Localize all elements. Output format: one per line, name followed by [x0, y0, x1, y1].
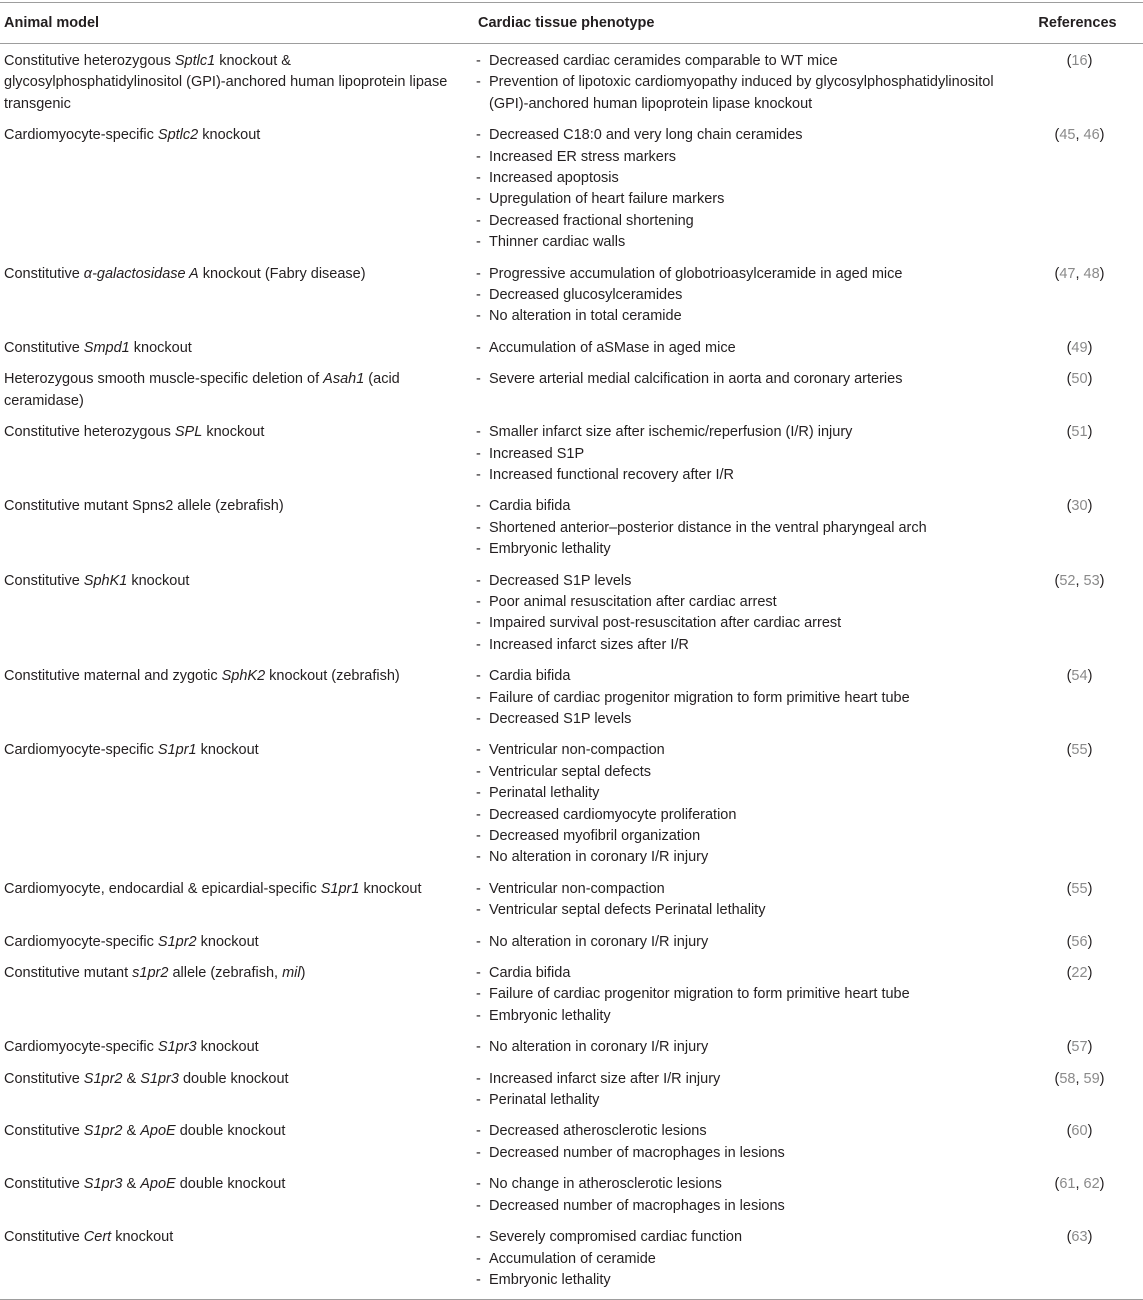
- reference-link[interactable]: 52: [1059, 572, 1076, 589]
- table-row: [0, 956, 1143, 1030]
- references-cell: (22): [1066, 965, 1093, 982]
- references-cell: (16): [1066, 53, 1093, 69]
- phenotype-cell: [474, 659, 1020, 733]
- table-body: [0, 44, 1143, 1300]
- phenotype-item: - Decreased C18:0 and very long chain ceramides: [476, 125, 1016, 146]
- animal-model-cell: [0, 1167, 474, 1220]
- phenotype-item: - Increased S1P: [476, 444, 1016, 465]
- header-row: [0, 3, 1143, 44]
- model-text: knockout: [111, 1229, 174, 1246]
- references-cell: (50): [1066, 371, 1093, 388]
- reference-link[interactable]: 54: [1071, 668, 1088, 685]
- references-cell: (49): [1066, 339, 1093, 356]
- model-text: knockout: [196, 742, 259, 759]
- gene-name: ApoE: [140, 1123, 176, 1140]
- references-cell: (54): [1066, 668, 1093, 685]
- gene-name: α-galactosidase A: [83, 265, 199, 282]
- model-text: &: [122, 1123, 141, 1140]
- reference-link[interactable]: 55: [1071, 880, 1088, 897]
- model-text: knockout: [129, 339, 192, 356]
- model-text: Cardiomyocyte-specific: [4, 127, 158, 144]
- phenotype-item: - Decreased S1P levels: [476, 571, 1016, 592]
- reference-link[interactable]: 50: [1071, 371, 1088, 388]
- table-row: [0, 44, 1143, 119]
- animal-model-cell: [0, 362, 474, 415]
- model-text: knockout: [196, 1039, 259, 1056]
- table-row: [0, 733, 1143, 871]
- phenotype-item: - Increased infarct size after I/R injury: [476, 1069, 1016, 1090]
- reference-link[interactable]: 16: [1071, 53, 1088, 69]
- phenotype-list: [476, 125, 1016, 253]
- phenotype-cell: [474, 362, 1020, 415]
- gene-name: ApoE: [140, 1176, 176, 1193]
- reference-link[interactable]: 60: [1071, 1123, 1088, 1140]
- references-cell: (57): [1066, 1039, 1093, 1056]
- references-cell: (47, 48): [1054, 265, 1105, 282]
- model-text: Constitutive: [4, 572, 84, 589]
- phenotype-item: - Increased functional recovery after I/R: [476, 465, 1016, 486]
- references-cell: (51): [1066, 424, 1093, 441]
- gene-name: S1pr2: [157, 933, 197, 950]
- model-text: Constitutive heterozygous: [4, 424, 175, 441]
- phenotype-cell: [474, 956, 1020, 1030]
- reference-link[interactable]: 56: [1071, 933, 1088, 950]
- phenotype-list: [476, 932, 1016, 953]
- phenotype-item: - Decreased myofibril organization: [476, 826, 1016, 847]
- phenotype-cell: [474, 925, 1020, 956]
- phenotype-cell: [474, 564, 1020, 660]
- phenotype-item: - Progressive accumulation of globotrioasylceramide in aged mice: [476, 264, 1016, 285]
- phenotype-list: [476, 1174, 1016, 1217]
- gene-name: SPL: [174, 424, 203, 441]
- phenotype-cell: [474, 1114, 1020, 1167]
- gene-name: Smpd1: [83, 339, 130, 356]
- phenotype-item: - No alteration in coronary I/R injury: [476, 932, 1016, 953]
- phenotype-cell: [474, 1062, 1020, 1115]
- gene-name: S1pr2: [83, 1123, 123, 1140]
- gene-name: Asah1: [323, 371, 365, 388]
- table-row: [0, 1167, 1143, 1220]
- table-row: [0, 1220, 1143, 1300]
- model-text: Constitutive mutant: [4, 965, 133, 982]
- phenotype-item: - Ventricular non-compaction: [476, 740, 1016, 761]
- animal-model-cell: [0, 44, 474, 119]
- table-row: [0, 1114, 1143, 1167]
- phenotype-item: - Shortened anterior–posterior distance in the ventral pharyngeal arch: [476, 518, 1016, 539]
- phenotype-list: [476, 963, 1016, 1027]
- animal-model-cell: [0, 925, 474, 956]
- references-cell: (58, 59): [1054, 1070, 1105, 1087]
- phenotype-cell: [474, 489, 1020, 563]
- phenotype-item: - Cardia bifida: [476, 666, 1016, 687]
- phenotype-item: - Ventricular septal defects: [476, 762, 1016, 783]
- phenotype-list: [476, 338, 1016, 359]
- phenotype-item: - Decreased cardiomyocyte proliferation: [476, 805, 1016, 826]
- reference-link[interactable]: 63: [1071, 1229, 1088, 1246]
- reference-link[interactable]: 61: [1059, 1176, 1076, 1193]
- phenotype-item: - Thinner cardiac walls: [476, 232, 1016, 253]
- phenotype-list: [476, 496, 1016, 560]
- table-row: [0, 489, 1143, 563]
- references-cell: (45, 46): [1054, 127, 1105, 144]
- phenotype-list: [476, 1121, 1016, 1164]
- phenotype-list: [476, 264, 1016, 328]
- model-text: knockout (zebrafish): [265, 668, 400, 685]
- phenotype-item: - Decreased cardiac ceramides comparable to WT mice: [476, 51, 1016, 72]
- model-text: &: [122, 1070, 141, 1087]
- model-text: double knockout: [175, 1176, 286, 1193]
- model-text: Cardiomyocyte-specific: [4, 1039, 158, 1056]
- model-text: Constitutive: [4, 1229, 84, 1246]
- gene-name: Sptlc2: [157, 127, 199, 144]
- model-text: Cardiomyocyte-specific: [4, 933, 158, 950]
- phenotype-item: - Embryonic lethality: [476, 1006, 1016, 1027]
- reference-link[interactable]: 57: [1071, 1039, 1088, 1056]
- references-cell: (30): [1066, 498, 1093, 515]
- reference-link[interactable]: 62: [1083, 1176, 1100, 1193]
- phenotype-cell: [474, 1030, 1020, 1061]
- model-text: (acid ceramidase): [4, 371, 400, 409]
- phenotype-item: - Accumulation of ceramide: [476, 1249, 1016, 1270]
- gene-name: Cert: [83, 1229, 112, 1246]
- model-text: knockout: [196, 933, 259, 950]
- phenotype-item: - Smaller infarct size after ischemic/reperfusion (I/R) injury: [476, 422, 1016, 443]
- phenotype-item: - Cardia bifida: [476, 496, 1016, 517]
- phenotype-item: - Severely compromised cardiac function: [476, 1227, 1016, 1248]
- references-cell: (60): [1066, 1123, 1093, 1140]
- gene-name: Sptlc1: [174, 53, 216, 69]
- phenotype-cell: [474, 872, 1020, 925]
- phenotype-item: - Failure of cardiac progenitor migration to form primitive heart tube: [476, 688, 1016, 709]
- table-row: [0, 872, 1143, 925]
- animal-model-table: [0, 2, 1143, 1300]
- phenotype-item: - No alteration in total ceramide: [476, 306, 1016, 327]
- model-text: Constitutive: [4, 265, 84, 282]
- reference-link[interactable]: 46: [1083, 127, 1100, 144]
- phenotype-item: - Severe arterial medial calcification in aorta and coronary arteries: [476, 369, 1016, 390]
- animal-model-cell: [0, 1220, 474, 1300]
- table-row: [0, 118, 1143, 256]
- model-text: Constitutive: [4, 339, 84, 356]
- phenotype-list: [476, 51, 1016, 115]
- phenotype-cell: [474, 118, 1020, 256]
- gene-name: S1pr1: [157, 742, 197, 759]
- phenotype-item: - Perinatal lethality: [476, 1090, 1016, 1111]
- phenotype-list: [476, 879, 1016, 922]
- reference-link[interactable]: 55: [1071, 742, 1088, 759]
- reference-link[interactable]: 22: [1071, 965, 1088, 982]
- animal-model-cell: [0, 733, 474, 871]
- header-animal-model: Animal model: [0, 3, 474, 44]
- phenotype-list: [476, 666, 1016, 730]
- phenotype-item: - Increased apoptosis: [476, 168, 1016, 189]
- model-text: Constitutive: [4, 1123, 84, 1140]
- phenotype-list: [476, 1069, 1016, 1112]
- animal-model-cell: [0, 659, 474, 733]
- model-text: ): [300, 965, 306, 982]
- phenotype-item: - Upregulation of heart failure markers: [476, 189, 1016, 210]
- animal-model-cell: [0, 1062, 474, 1115]
- reference-link[interactable]: 58: [1059, 1070, 1076, 1087]
- gene-name: SphK1: [83, 572, 128, 589]
- phenotype-item: - Increased infarct sizes after I/R: [476, 635, 1016, 656]
- phenotype-list: [476, 1037, 1016, 1058]
- phenotype-cell: [474, 44, 1020, 119]
- animal-model-cell: [0, 118, 474, 256]
- model-text: knockout: [198, 127, 261, 144]
- animal-model-cell: [0, 331, 474, 362]
- animal-model-cell: [0, 564, 474, 660]
- table-row: [0, 925, 1143, 956]
- phenotype-list: [476, 740, 1016, 868]
- gene-name: S1pr3: [140, 1070, 179, 1087]
- reference-link[interactable]: 30: [1071, 498, 1088, 515]
- references-cell: (52, 53): [1054, 572, 1105, 589]
- reference-link[interactable]: 51: [1071, 424, 1088, 441]
- model-text: &: [122, 1176, 141, 1193]
- animal-model-cell: [0, 872, 474, 925]
- phenotype-item: - Ventricular septal defects Perinatal lethality: [476, 900, 1016, 921]
- model-text: Constitutive mutant Spns2 allele (zebrafish): [4, 498, 284, 515]
- header-references: References: [1020, 3, 1143, 44]
- model-text: knockout (Fabry disease): [198, 265, 366, 282]
- gene-name: mil: [282, 965, 301, 982]
- table-row: [0, 362, 1143, 415]
- table-row: [0, 659, 1143, 733]
- reference-link[interactable]: 49: [1071, 339, 1088, 356]
- phenotype-item: - Perinatal lethality: [476, 783, 1016, 804]
- phenotype-cell: [474, 1167, 1020, 1220]
- phenotype-cell: [474, 331, 1020, 362]
- references-cell: (55): [1066, 880, 1093, 897]
- animal-model-cell: [0, 1114, 474, 1167]
- references-cell: (61, 62): [1054, 1176, 1105, 1193]
- reference-link[interactable]: 48: [1083, 265, 1100, 282]
- model-text: Constitutive maternal and zygotic: [4, 668, 222, 685]
- gene-name: SphK2: [221, 668, 266, 685]
- phenotype-item: - Ventricular non-compaction: [476, 879, 1016, 900]
- phenotype-item: - Cardia bifida: [476, 963, 1016, 984]
- phenotype-item: - No alteration in coronary I/R injury: [476, 1037, 1016, 1058]
- phenotype-item: - Accumulation of aSMase in aged mice: [476, 338, 1016, 359]
- phenotype-item: - Embryonic lethality: [476, 539, 1016, 560]
- model-text: Constitutive heterozygous: [4, 53, 175, 69]
- phenotype-item: - Decreased glucosylceramides: [476, 285, 1016, 306]
- phenotype-item: - No change in atherosclerotic lesions: [476, 1174, 1016, 1195]
- animal-model-cell: [0, 1030, 474, 1061]
- reference-link[interactable]: 47: [1059, 265, 1076, 282]
- phenotype-item: - Increased ER stress markers: [476, 147, 1016, 168]
- gene-name: S1pr3: [83, 1176, 123, 1193]
- animal-model-cell: [0, 956, 474, 1030]
- references-cell: (63): [1020, 1220, 1143, 1300]
- model-text: Constitutive: [4, 1070, 84, 1087]
- phenotype-item: - Impaired survival post-resuscitation after cardiac arrest: [476, 613, 1016, 634]
- references-cell: (55): [1066, 742, 1093, 759]
- model-text: allele (zebrafish,: [168, 965, 283, 982]
- model-text: knockout: [127, 572, 190, 589]
- gene-name: S1pr2: [83, 1070, 123, 1087]
- reference-link[interactable]: 53: [1083, 572, 1100, 589]
- model-text: knockout: [202, 424, 265, 441]
- phenotype-item: - Decreased atherosclerotic lesions: [476, 1121, 1016, 1142]
- phenotype-item: - Prevention of lipotoxic cardiomyopathy induced by glycosylphosphatidylinositol (GPI)-anchored human lipoprotein lipase knockout: [476, 72, 1016, 115]
- phenotype-list: [476, 571, 1016, 657]
- model-text: Cardiomyocyte, endocardial & epicardial-specific: [4, 880, 321, 897]
- reference-link[interactable]: 45: [1059, 127, 1076, 144]
- phenotype-list: [476, 422, 1016, 486]
- phenotype-cell: [474, 257, 1020, 331]
- phenotype-item: - Decreased number of macrophages in lesions: [476, 1196, 1016, 1217]
- phenotype-list: [476, 1227, 1016, 1291]
- model-text: knockout: [359, 880, 422, 897]
- animal-model-cell: [0, 257, 474, 331]
- model-text: Cardiomyocyte-specific: [4, 742, 158, 759]
- model-text: Heterozygous smooth muscle-specific deletion of: [4, 371, 324, 388]
- phenotype-cell: [474, 415, 1020, 489]
- phenotype-item: - Decreased S1P levels: [476, 709, 1016, 730]
- animal-model-cell: [0, 489, 474, 563]
- model-text: knockout & glycosylphosphatidylinositol (GPI)-anchored human lipoprotein lipase transgenic: [4, 53, 448, 112]
- gene-name: s1pr2: [132, 965, 169, 982]
- table-row: [0, 564, 1143, 660]
- phenotype-item: - Embryonic lethality: [476, 1270, 1016, 1291]
- table-row: [0, 331, 1143, 362]
- phenotype-item: - Failure of cardiac progenitor migration to form primitive heart tube: [476, 984, 1016, 1005]
- model-text: double knockout: [178, 1070, 289, 1087]
- reference-link[interactable]: 59: [1083, 1070, 1100, 1087]
- animal-model-cell: [0, 415, 474, 489]
- phenotype-item: - Decreased number of macrophages in lesions: [476, 1143, 1016, 1164]
- model-text: double knockout: [175, 1123, 286, 1140]
- gene-name: S1pr1: [320, 880, 360, 897]
- header-cardiac-phenotype: Cardiac tissue phenotype: [474, 3, 1020, 44]
- gene-name: S1pr3: [157, 1039, 197, 1056]
- phenotype-item: - Poor animal resuscitation after cardiac arrest: [476, 592, 1016, 613]
- model-text: Constitutive: [4, 1176, 84, 1193]
- table-row: [0, 415, 1143, 489]
- table-row: [0, 1062, 1143, 1115]
- phenotype-item: - Decreased fractional shortening: [476, 211, 1016, 232]
- table-row: [0, 257, 1143, 331]
- table-row: [0, 1030, 1143, 1061]
- phenotype-cell: [474, 1220, 1020, 1300]
- phenotype-cell: [474, 733, 1020, 871]
- phenotype-item: - No alteration in coronary I/R injury: [476, 847, 1016, 868]
- phenotype-list: [476, 369, 1016, 390]
- references-cell: (56): [1066, 933, 1093, 950]
- table-header: [0, 3, 1143, 44]
